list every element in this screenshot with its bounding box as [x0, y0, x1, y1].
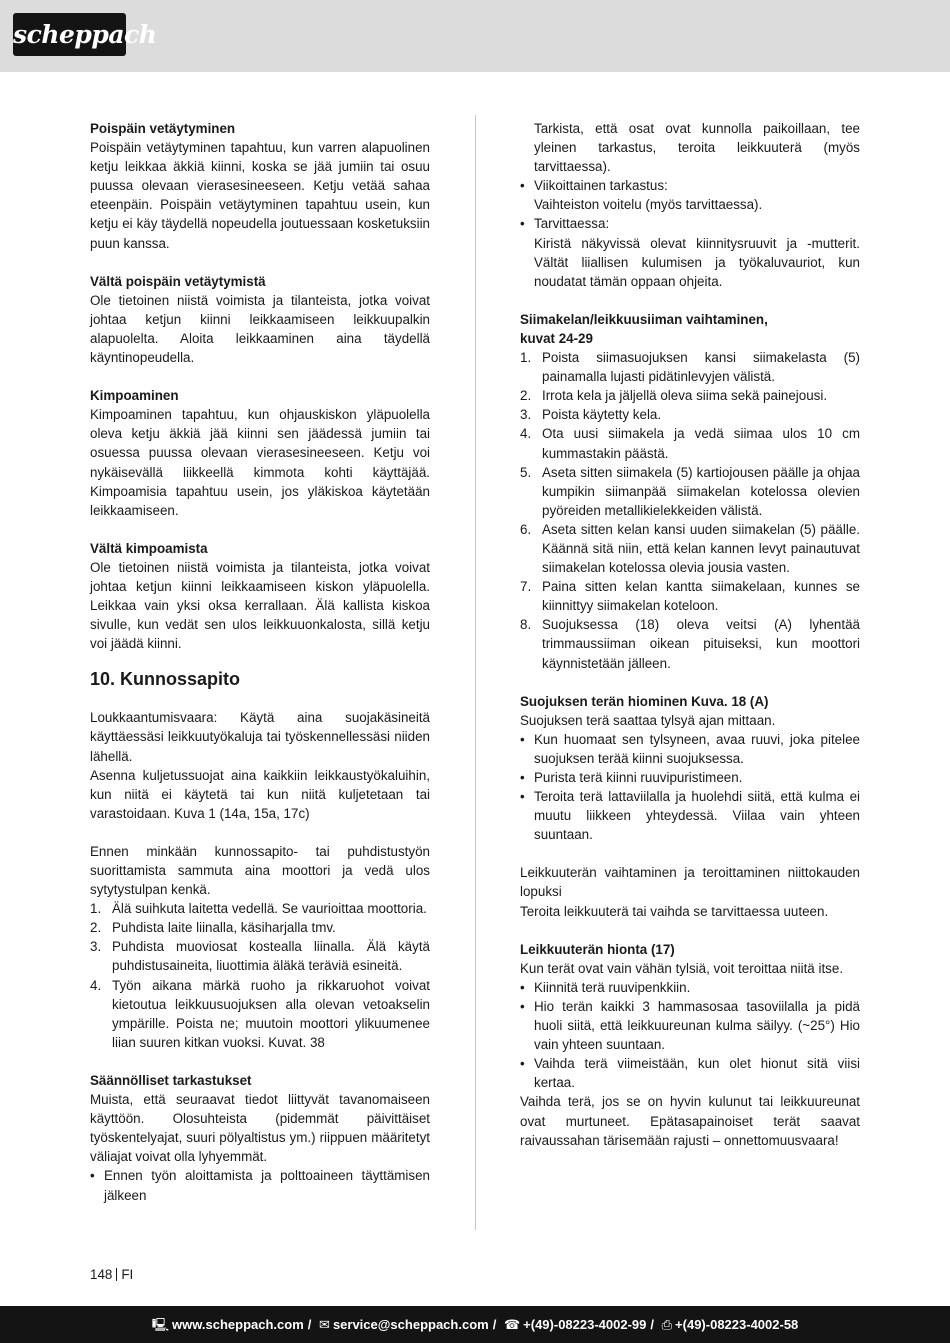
phone-number: +(49)-08223-4002-99	[523, 1317, 647, 1332]
telephone-icon: ☎	[503, 1317, 521, 1332]
bullet-list	[520, 978, 860, 1093]
section-title: Kimpoaminen	[90, 388, 179, 404]
paragraph: Asenna kuljetussuojat aina kaikkiin leikkaustyökaluihin, kun niitä ei käytetä tai kun niitä kuljetetaan tai varastoidaan. Kuva 1 (14a, 15a, 17c)	[90, 767, 430, 821]
list-item: • Vaihda terä viimeistään, kun olet hionut sitä viisi kertaa.	[520, 1056, 860, 1091]
paragraph: Kimpoaminen tapahtuu, kun ohjauskiskon yläpuolella oleva ketju äkkiä jää kiinni sen jäädessä jumiin tai osuessa puussa olevaan vierasesineeseen. Ketju voi nykäisevällä liikkeellä kimmota kohti käyttäjää. Kimpoamisia tapahtuu usein, jos yläkiskoa käytetään leikkaamiseen.	[90, 407, 430, 518]
column-divider	[475, 115, 476, 1230]
list-item: • Hio terän kaikki 3 hammasosaa tasoviilalla ja pidä huoli siitä, että leikkuureunan kulma säilyy. (~25°) Hio vain yhteen suuntaan.	[520, 998, 860, 1053]
list-item: • Tarvittaessa:	[520, 216, 610, 232]
section-title: Vältä poispäin vetäytymistä	[90, 273, 266, 289]
bullet-list	[520, 176, 860, 195]
computer-icon: 🖳	[151, 1317, 170, 1332]
page-number: 148 FI	[90, 1267, 134, 1282]
section-title: Vältä kimpoamista	[90, 540, 208, 556]
section-title: Suojuksen terän hiominen Kuva. 18 (A)	[520, 693, 769, 709]
list-item: 6. Aseta sitten kelan kansi uuden siimakelan (5) päälle. Käännä sitä niin, että kelan kannen levyt painautuvat siimakelan kotelossa olevia jousia vasten.	[520, 521, 860, 576]
list-item: 4. Ota uusi siimakela ja vedä siimaa ulos 10 cm kummastakin päästä.	[520, 426, 860, 461]
warning-paragraph: Loukkaantumisvaara: Käytä aina suojakäsineitä käyttäessäsi leikkuutyökaluja tai työskennellessäsi niiden lähellä.	[90, 710, 430, 764]
list-item: 3. Poista käytetty kela.	[520, 407, 662, 423]
envelope-icon: ✉	[319, 1317, 330, 1332]
list-item: 8. Suojuksessa (18) oleva veitsi (A) lyhentää trimmaussiiman oikean pituiseksi, kun moottori käynnistetään jälleen.	[520, 617, 860, 671]
chapter-title: 10. Kunnossapito	[90, 669, 241, 690]
section-title: kuvat 24-29	[520, 330, 593, 346]
section-title: Siimakelan/leikkuusiiman vaihtaminen,	[520, 311, 768, 327]
list-item: 7. Paina sitten kelan kantta siimakelaan, kunnes se kiinnittyy siimakelan koteloon.	[520, 579, 860, 614]
footer-contact-bar: 🖳 www.scheppach.com / ✉ service@scheppach.com / ☎ +(49)-08223-4002-99 / ⎙ +(49)-08223-4002-58	[0, 1306, 950, 1343]
list-item: • Kun huomaat sen tylsyneen, avaa ruuvi, joka pitelee suojuksen terää kiinni suojuksessa.	[520, 731, 860, 766]
spool-steps-list	[520, 348, 860, 673]
list-item: 4. Työn aikana märkä ruoho ja rikkaruohot voivat kietoutua leikkuusuojuksen alla olevan vetoakselin ympärille. Poista ne; muutoin moottori ylikuumenee liian suuren kitkan vuoksi. Kuvat. 38	[90, 977, 430, 1050]
bullet-list	[520, 214, 860, 233]
paragraph: Leikkuuterän vaihtaminen ja teroittaminen niittokauden lopuksi	[520, 865, 860, 900]
left-column	[90, 119, 430, 1205]
section-title: Poispäin vetäytyminen	[90, 121, 236, 136]
paragraph: Kiristä näkyvissä olevat kiinnitysruuvit ja -mutterit. Vältät liiallisen kulumisen ja työkaluvauriot, kun noudatat tämän oppaan ohjeita.	[534, 235, 860, 289]
scheppach-logo: scheppach	[13, 13, 126, 56]
paragraph: Muista, että seuraavat tiedot liittyvät tavanomaiseen käyttöön. Olosuhteista (pidemmät päivittäiset työskentelyajat, suuri pölyaltistus ym.) riippuen määritetyt väliajat voivat olla lyhyemmät.	[90, 1092, 430, 1165]
paragraph: Ole tietoinen niistä voimista ja tilanteista, jotka voivat johtaa ketjun kiinni leikkaamiseen leikkuupalkin alapuolelta. Aloita leikkaaminen aina täydellä käyntinopeudella.	[90, 292, 430, 366]
paragraph: Teroita leikkuuterä tai vaihda se tarvittaessa uuteen.	[520, 903, 829, 919]
paragraph: Poispäin vetäytyminen tapahtuu, kun varren alapuolinen ketju leikkaa äkkiä kiinni, koska se jää jumiin tai osuu puussa olevaan vierasesineeseen. Ketju vetää sahaa eteenpäin. Poispäin vetäytyminen tapahtuu usein, kun ketju ei käy täydellä nopeudella joutuessaan kosketuksiin puun kanssa.	[90, 140, 430, 251]
bullet-list	[90, 1166, 430, 1204]
list-item: 2. Irrota kela ja jäljellä oleva siima sekä painejousi.	[520, 388, 828, 404]
list-item: 1. Älä suihkuta laitetta vedellä. Se vaurioittaa moottoria.	[90, 901, 427, 917]
paragraph: Kun terät ovat vain vähän tylsiä, voit teroittaa niitä itse.	[520, 960, 844, 976]
paragraph: Vaihteiston voitelu (myös tarvittaessa).	[534, 197, 763, 213]
email-link[interactable]: service@scheppach.com	[332, 1317, 489, 1332]
fax-number: +(49)-08223-4002-58	[675, 1317, 799, 1332]
bullet-list	[520, 730, 860, 845]
list-item: • Teroita terä lattaviilalla ja huolehdi siitä, että kulma ei muutu liikkeen yhteydessä. Viilaa vain yhteen suuntaan.	[520, 789, 860, 843]
list-item: • Kiinnitä terä ruuvipenkkiin.	[520, 979, 691, 995]
list-item: 1. Poista siimasuojuksen kansi siimakelasta (5) painamalla lujasti pidätinlevyjen välistä.	[520, 350, 860, 385]
list-item: 2. Puhdista laite liinalla, käsiharjalla tmv.	[90, 920, 336, 936]
section-title: Säännölliset tarkastukset	[90, 1072, 252, 1088]
cleaning-steps-list	[90, 899, 430, 1052]
section-title: Leikkuuterän hionta (17)	[520, 941, 675, 957]
list-item: 5. Aseta sitten siimakela (5) kartiojousen päälle ja ohjaa kumpikin siimanpää siimakelan kotelossa olevien pyöreiden metallikielekkeiden välistä.	[520, 464, 860, 518]
list-item: • Purista terä kiinni ruuvipuristimeen.	[520, 770, 743, 785]
website-link[interactable]: www.scheppach.com	[172, 1317, 304, 1332]
right-column	[520, 119, 860, 1150]
paragraph: Vaihda terä, jos se on hyvin kulunut tai leikkuureunat ovat murtuneet. Epätasapainoiset terät saavat raivaussahan tärisemään rajusti – onnettomuusvaara!	[520, 1094, 860, 1148]
paragraph: Tarkista, että osat ovat kunnolla paikoillaan, tee yleinen tarkastus, teroita leikkuuterä (myös tarvittaessa).	[534, 121, 860, 175]
paragraph: Ennen minkään kunnossapito- tai puhdistustyön suorittamista sammuta aina moottori ja vedä ulos sytytystulpan kenkä.	[90, 843, 430, 898]
list-item: • Ennen työn aloittamista ja polttoaineen täyttämisen jälkeen	[90, 1168, 430, 1203]
paragraph: Suojuksen terä saattaa tylsyä ajan mittaan.	[520, 712, 776, 728]
paragraph: Ole tietoinen niistä voimista ja tilanteista, jotka voivat johtaa ketjun kiinni leikkaamiseen kiskon yläpuolella. Leikkaa vain yksi oksa kerrallaan. Älä kallista kiskoa sivulle, kun vedät sen ulos leikkuuonkalosta, sillä ketju voi jäädä kiinni.	[90, 559, 430, 652]
list-item: 3. Puhdista muoviosat kostealla liinalla. Älä käytä puhdistusaineita, liuottimia äläkä teräviä esineitä.	[90, 939, 430, 974]
list-item: • Viikoittainen tarkastus:	[520, 178, 668, 194]
fax-icon: ⎙	[661, 1317, 673, 1332]
